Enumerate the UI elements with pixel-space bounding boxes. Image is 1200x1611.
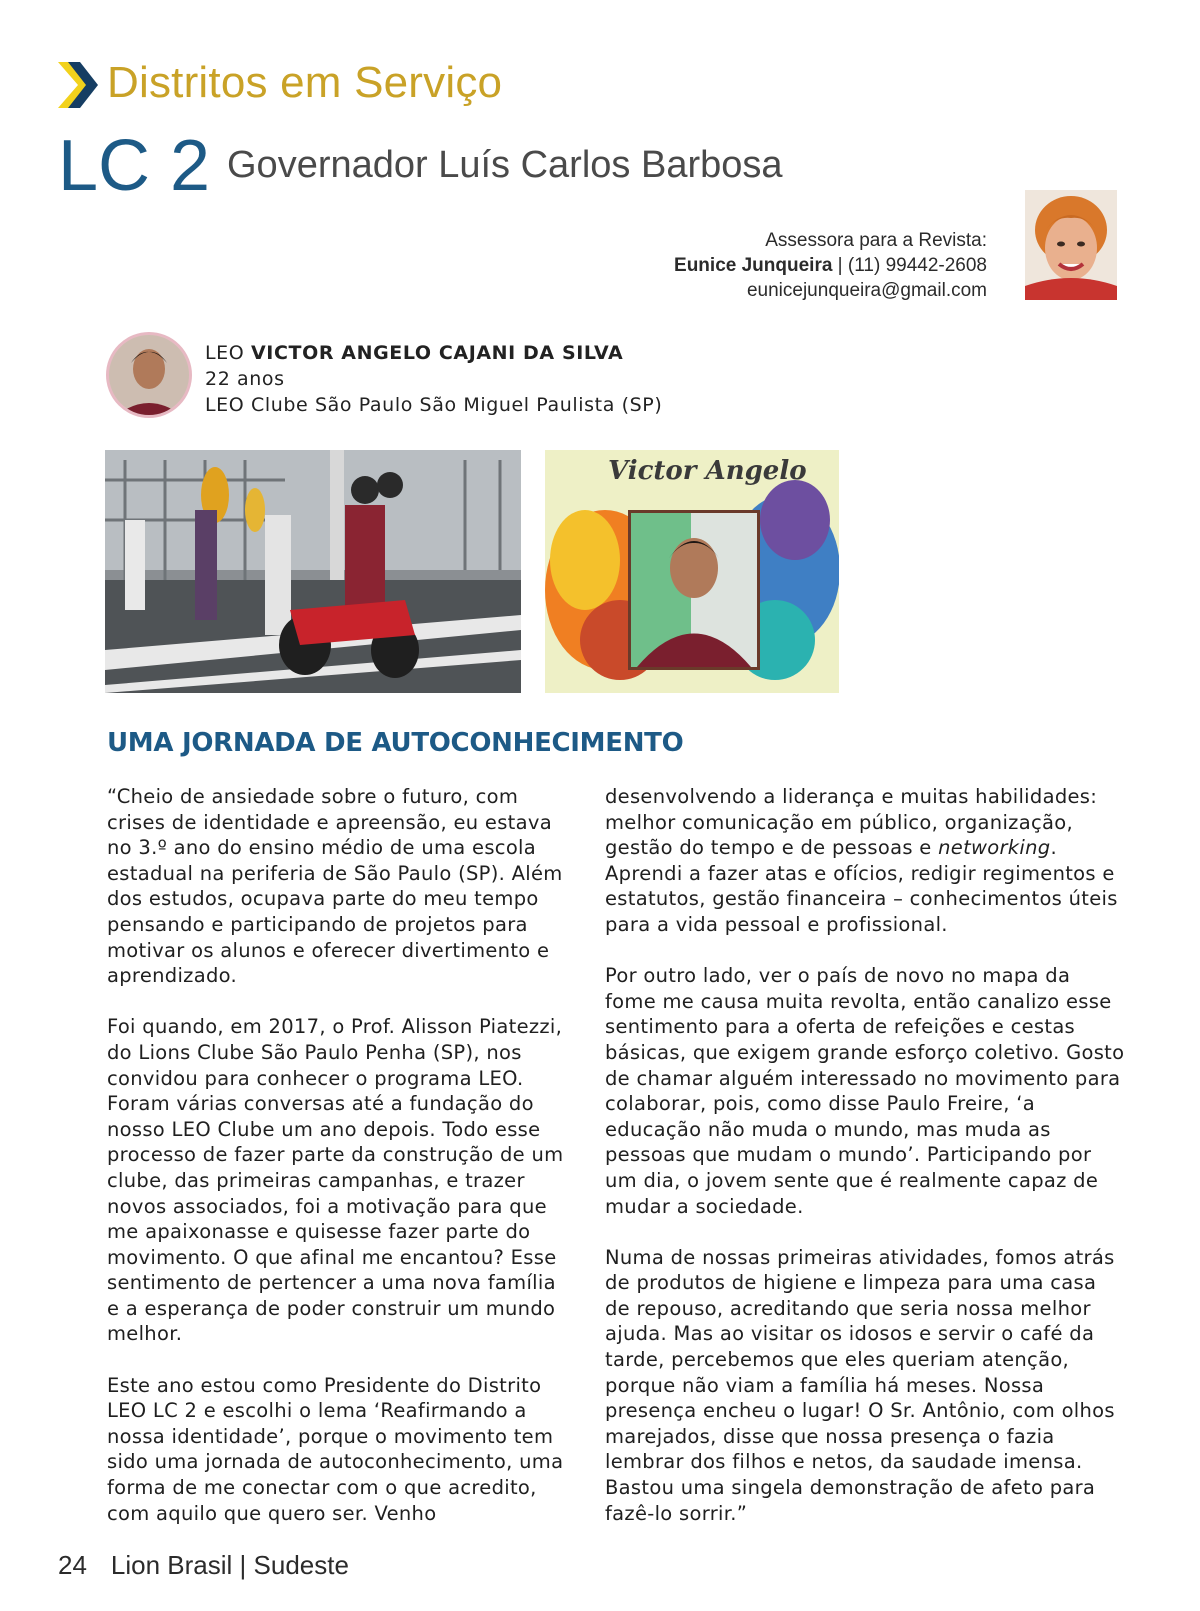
district-code: LC 2: [58, 126, 211, 206]
section-title: Distritos em Serviço: [107, 58, 503, 107]
article-paragraph: Foi quando, em 2017, o Prof. Alisson Piatezzi, do Lions Clube São Paulo Penha (SP), nos convidou para conhecer o programa LEO. Foram várias conversas até a fundação do nosso LEO Clube um ano depois. Todo esse processo de fazer parte da construção de um clube, das primeiras campanhas, e trazer novos associados, foi a motivação para que me apaixonasse e quisesse fazer parte do movimento. O que afinal me encantou? Esse sentimento de pertencer a uma nova família e a esperança de poder construir um mundo melhor.: [107, 1015, 564, 1346]
article-column-left: [107, 784, 567, 1552]
profile-name-line: [205, 340, 662, 366]
advisor-name: Eunice Junqueira: [674, 255, 833, 276]
paragraph-text: . Aprendi a fazer atas e ofícios, redigir regimentos e estatutos, gestão financeira – conhecimentos úteis para a vida pessoal e profissional.: [605, 836, 1118, 936]
governor-name: Governador Luís Carlos Barbosa: [227, 144, 783, 186]
advisor-photo: [1025, 190, 1117, 300]
paragraph-emphasis: networking: [938, 836, 1051, 860]
profile-info: [205, 340, 662, 418]
profile-prefix: LEO: [205, 342, 245, 364]
advisor-name-phone: [674, 253, 987, 278]
page-number: 24: [58, 1550, 87, 1580]
street-campaign-photo: [105, 450, 521, 693]
advisor-role: Assessora para a Revista:: [765, 230, 987, 251]
article-paragraph: “Cheio de ansiedade sobre o futuro, com crises de identidade e apreensão, eu estava no 3.º ano do ensino médio de uma escola estadual na periferia de São Paulo (SP). Além dos estudos, ocupava parte do meu tempo pensando e participando de projetos para motivar os alunos e oferecer divertimento e aprendizado.: [107, 785, 563, 988]
article-title: UMA JORNADA DE AUTOCONHECIMENTO: [107, 728, 684, 758]
article-paragraph: Por outro lado, ver o país de novo no mapa da fome me causa muita revolta, então canalizo esse sentimento para a oferta de refeições e cestas básicas, que exigem grande esforço coletivo. Gosto de chamar alguém interessado no movimento para colaborar, pois, como disse Paulo Freire, ‘a educação não muda o mundo, mas muda as pessoas que mudam o mundo’. Participando por um dia, o jovem sente que é realmente capaz de mudar a sociedade.: [605, 964, 1125, 1218]
advisor-separator: |: [832, 255, 848, 276]
profile-age: 22 anos: [205, 368, 285, 390]
poster-caption: Victor Angelo: [608, 456, 807, 486]
advisor-contact: [674, 228, 987, 303]
advisor-email: eunicejunqueira@gmail.com: [746, 280, 987, 301]
profile-avatar: [106, 332, 192, 418]
victor-poster-image: [545, 450, 839, 693]
page-footer: [58, 1550, 349, 1581]
article-column-right: [605, 784, 1125, 1552]
section-chevron-icon: [58, 62, 98, 108]
advisor-phone: (11) 99442-2608: [847, 255, 987, 276]
article-paragraph: [605, 784, 1125, 938]
profile-club: LEO Clube São Paulo São Miguel Paulista (SP): [205, 394, 663, 416]
publication-name: Lion Brasil | Sudeste: [110, 1550, 349, 1580]
article-paragraph: Este ano estou como Presidente do Distrito LEO LC 2 e escolhi o lema ‘Reafirmando a nossa identidade’, porque o movimento tem sido uma jornada de autoconhecimento, uma forma de me conectar com o que acredito, com aquilo que quero ser. Venho: [107, 1373, 564, 1525]
profile-name: VICTOR ANGELO CAJANI DA SILVA: [251, 342, 624, 364]
paragraph-text: desenvolvendo a liderança e muitas habilidades: melhor comunicação em público, organização, gestão do tempo e de pessoas e: [605, 785, 1098, 860]
article-paragraph: Numa de nossas primeiras atividades, fomos atrás de produtos de higiene e limpeza para uma casa de repouso, acreditando que seria nossa melhor ajuda. Mas ao visitar os idosos e servir o café da tarde, percebemos que eles queriam atenção, porque não viam a família há meses. Nossa presença encheu o lugar! O Sr. Antônio, com olhos marejados, disse que nossa presença o fazia lembrar dos filhos e netos, da saudade imensa. Bastou uma singela demonstração de afeto para fazê-lo sorrir.”: [605, 1245, 1115, 1525]
